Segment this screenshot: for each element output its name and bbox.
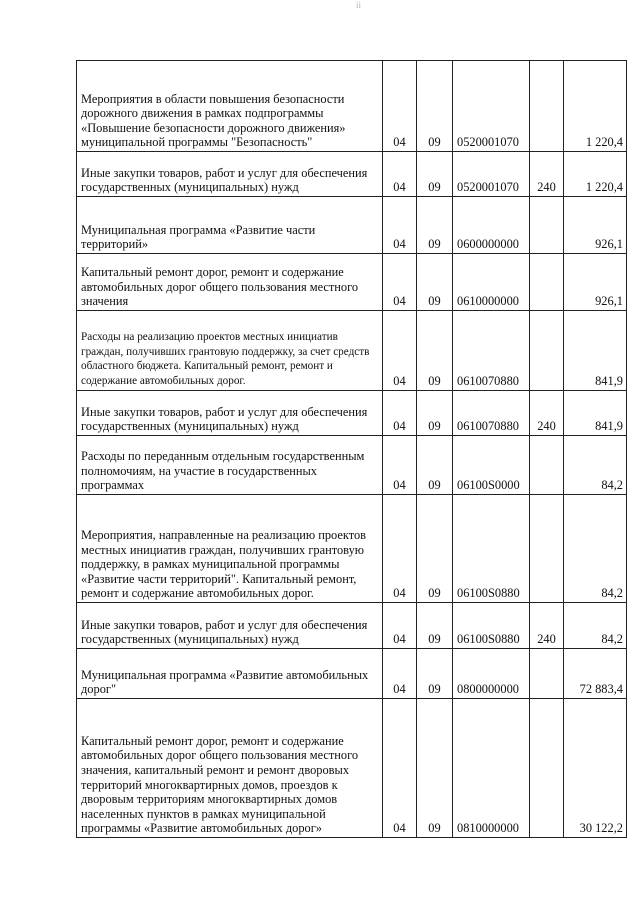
row-name: Расходы на реализацию проектов местных инициатив граждан, получивших грантовую поддержку, за счет средств областного бюджета. Капитальный ремонт, ремонт и содержание автомобильных дорог. [77,311,383,391]
row-expense-type [530,436,564,495]
row-amount: 84,2 [564,495,627,603]
row-amount: 841,9 [564,391,627,436]
table-row [77,311,627,391]
row-subsection: 09 [417,649,453,699]
row-subsection: 09 [417,699,453,838]
row-name: Капитальный ремонт дорог, ремонт и содержание автомобильных дорог общего пользования местного значения, капитальный ремонт и ремонт дворовых территорий многоквартирных домов, проездов к дворовым территориям многоквартирных домов населенных пунктов в рамках муниципальной программы «Развитие автомобильных дорог» [77,699,383,838]
row-target: 0520001070 [453,61,530,152]
row-section: 04 [383,436,417,495]
row-amount: 926,1 [564,254,627,311]
row-name: Иные закупки товаров, работ и услуг для обеспечения государственных (муниципальных) нужд [77,152,383,197]
row-target: 06100S0880 [453,495,530,603]
row-amount: 926,1 [564,197,627,254]
page-top-mark: ii [356,0,362,10]
row-expense-type [530,254,564,311]
table-row [77,603,627,649]
row-expense-type [530,495,564,603]
row-expense-type [530,61,564,152]
budget-table [76,60,627,838]
row-expense-type [530,197,564,254]
row-amount: 84,2 [564,603,627,649]
row-name: Иные закупки товаров, работ и услуг для обеспечения государственных (муниципальных) нужд [77,603,383,649]
table-row [77,61,627,152]
row-target: 0600000000 [453,197,530,254]
row-section: 04 [383,311,417,391]
row-section: 04 [383,254,417,311]
row-subsection: 09 [417,197,453,254]
row-target: 0610000000 [453,254,530,311]
row-section: 04 [383,603,417,649]
table-row [77,391,627,436]
row-amount: 1 220,4 [564,152,627,197]
row-section: 04 [383,61,417,152]
row-section: 04 [383,197,417,254]
table-row [77,436,627,495]
row-amount: 30 122,2 [564,699,627,838]
row-section: 04 [383,495,417,603]
row-expense-type: 240 [530,391,564,436]
row-target: 06100S0000 [453,436,530,495]
row-amount: 1 220,4 [564,61,627,152]
table-row [77,152,627,197]
row-amount: 841,9 [564,311,627,391]
row-subsection: 09 [417,152,453,197]
row-name: Капитальный ремонт дорог, ремонт и содержание автомобильных дорог общего пользования местного значения [77,254,383,311]
row-section: 04 [383,649,417,699]
table-row [77,699,627,838]
row-target: 0800000000 [453,649,530,699]
table-row [77,197,627,254]
row-section: 04 [383,391,417,436]
row-name: Мероприятия в области повышения безопасности дорожного движения в рамках подпрограммы «Повышение безопасности дорожного движения» муниципальной программы "Безопасность" [77,61,383,152]
row-subsection: 09 [417,495,453,603]
row-section: 04 [383,152,417,197]
table-row [77,254,627,311]
row-name: Муниципальная программа «Развитие автомобильных дорог" [77,649,383,699]
row-expense-type: 240 [530,152,564,197]
row-amount: 72 883,4 [564,649,627,699]
row-expense-type [530,649,564,699]
table-row [77,495,627,603]
row-subsection: 09 [417,436,453,495]
row-name: Мероприятия, направленные на реализацию проектов местных инициатив граждан, получивших грантовую поддержку, в рамках муниципальной программы «Развитие части территорий". Капитальный ремонт, ремонт и содержание автомобильных дорог. [77,495,383,603]
row-name: Муниципальная программа «Развитие части территорий» [77,197,383,254]
table-row [77,649,627,699]
row-expense-type [530,699,564,838]
row-expense-type: 240 [530,603,564,649]
row-name: Расходы по переданным отдельным государственным полномочиям, на участие в государственных программах [77,436,383,495]
row-subsection: 09 [417,61,453,152]
row-amount: 84,2 [564,436,627,495]
row-subsection: 09 [417,391,453,436]
row-target: 0810000000 [453,699,530,838]
row-target: 0610070880 [453,391,530,436]
row-section: 04 [383,699,417,838]
row-subsection: 09 [417,603,453,649]
row-expense-type [530,311,564,391]
row-subsection: 09 [417,254,453,311]
row-name: Иные закупки товаров, работ и услуг для обеспечения государственных (муниципальных) нужд [77,391,383,436]
row-target: 0520001070 [453,152,530,197]
row-target: 0610070880 [453,311,530,391]
row-subsection: 09 [417,311,453,391]
row-target: 06100S0880 [453,603,530,649]
